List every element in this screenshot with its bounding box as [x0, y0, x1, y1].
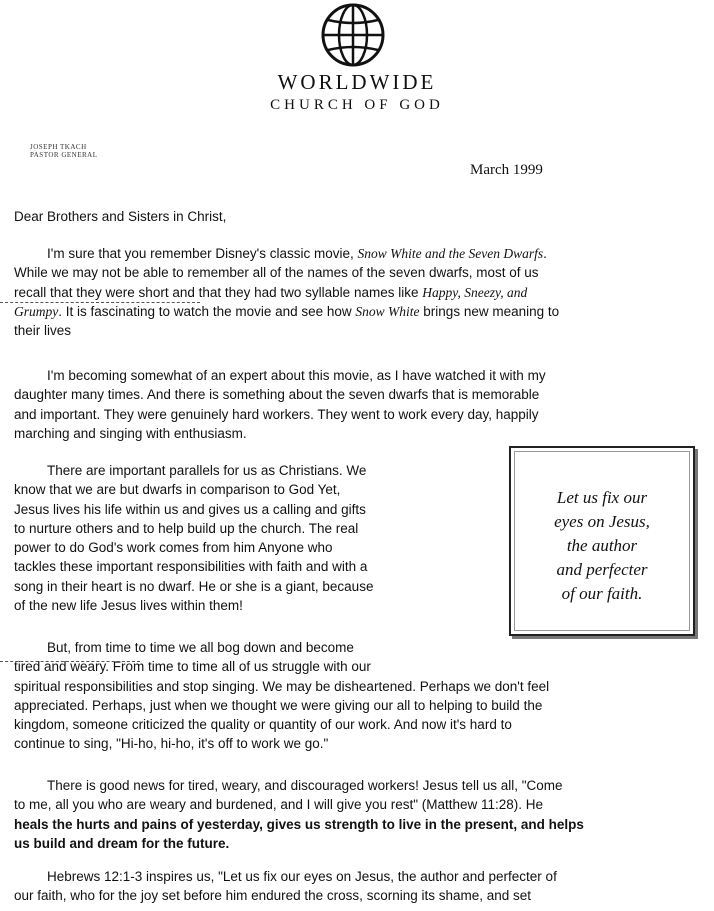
paragraph-line [14, 867, 557, 886]
text-run: . [543, 246, 547, 261]
pull-quote-line: and perfecter [556, 560, 648, 579]
paragraph-line [14, 283, 559, 302]
paragraph-line [14, 461, 373, 480]
paragraph-line [14, 834, 584, 853]
paragraph-line [14, 795, 584, 814]
paragraph-line [14, 263, 559, 282]
paragraph-line [14, 715, 549, 734]
text-run: I'm sure that you remember Disney's classic movie, [47, 246, 358, 261]
text-run: heals the hurts and pains of yesterday, gives us strength to live in the present, and helps [14, 816, 584, 832]
globe-icon [320, 2, 386, 68]
org-name-line2: CHURCH OF GOD [270, 97, 444, 113]
paragraph-2 [14, 366, 546, 443]
paragraph-line [14, 519, 373, 538]
text-run: continue to sing, "Hi-ho, hi-ho, it's off to work we go." [14, 736, 329, 752]
paragraph-line [14, 424, 546, 443]
text-run: Snow White and the Seven Dwarfs [357, 246, 544, 261]
text-run: There is good news for tired, weary, and discouraged workers! Jesus tell us all, "Come [47, 778, 563, 793]
pull-quote-box [509, 446, 695, 636]
text-run: appreciated. Perhaps, just when we thought we were giving our all to helping to build the [14, 697, 543, 713]
paragraph-line [14, 405, 546, 424]
text-run: I'm becoming somewhat of an expert about this movie, as I have watched it with my [47, 368, 546, 383]
text-run: But, from time to time we all bog down and become [47, 640, 354, 655]
text-run: kingdom, someone criticized the quality or quantity of our work. And now it's hard to [14, 717, 512, 733]
sender-block [30, 143, 97, 159]
paragraph-line [14, 302, 559, 321]
paragraph-line [14, 815, 584, 834]
pull-quote-text [511, 486, 693, 606]
paragraph-1 [14, 244, 559, 340]
text-run: Snow White [355, 303, 420, 319]
text-run: brings new meaning to [419, 303, 560, 319]
text-run: their lives [14, 323, 72, 339]
paragraph-line [14, 385, 546, 404]
paragraph-line [14, 886, 557, 905]
text-run: to me, all you who are weary and burdened, and I will give you rest" (Matthew 11:28). He [14, 797, 544, 813]
paragraph-line [14, 577, 373, 596]
text-run: spiritual responsibilities and stop singing. We may be disheartened. Perhaps we don't feel [14, 678, 550, 694]
paragraph-3 [14, 461, 373, 615]
paragraph-line [14, 638, 549, 657]
org-name-line1: WORLDWIDE [277, 70, 437, 94]
pull-quote-line: of our faith. [561, 584, 643, 603]
text-run: . It is fascinating to watch the movie and see how [58, 303, 356, 319]
paragraph-line [14, 321, 559, 340]
text-run: us build and dream for the future. [14, 835, 230, 851]
text-run: of the new life Jesus lives within them! [14, 598, 243, 614]
paragraph-line [14, 366, 546, 385]
text-run: Jesus lives his life within us and gives us a calling and gifts [14, 501, 366, 517]
pull-quote-line: eyes on Jesus, [554, 512, 650, 531]
text-run: tackles these important responsibilities with faith and with a [14, 559, 368, 575]
paragraph-line [14, 734, 549, 753]
paragraph-line [14, 500, 373, 519]
scan-dash-line [0, 661, 140, 662]
pull-quote-line: Let us fix our [556, 488, 648, 507]
text-run: song in their heart is no dwarf. He or she is a giant, because [14, 578, 374, 594]
text-run: to nurture others and to help build up the church. The real [14, 520, 359, 536]
sender-name: JOSEPH TKACH [30, 143, 87, 151]
text-run: While we may not be able to remember all of the names of the seven dwarfs, most of us [14, 265, 539, 281]
salutation: Dear Brothers and Sisters in Christ, [14, 209, 227, 224]
text-run: Hebrews 12:1-3 inspires us, "Let us fix our eyes on Jesus, the author and perfecter of [47, 869, 557, 884]
paragraph-5 [14, 776, 584, 853]
paragraph-line [14, 677, 549, 696]
paragraph-4 [14, 638, 549, 754]
text-run: marching and singing with enthusiasm. [14, 425, 247, 441]
paragraph-line [14, 244, 559, 263]
pull-quote-line: the author [566, 536, 638, 555]
text-run: know that we are but dwarfs in comparison to God Yet, [14, 482, 341, 498]
paragraph-line [14, 480, 373, 499]
sender-title: PASTOR GENERAL [30, 151, 98, 159]
paragraph-line [14, 696, 549, 715]
paragraph-line [14, 538, 373, 557]
text-run: Happy, Sneezy, and [422, 284, 528, 300]
letter-date: March 1999 [470, 162, 543, 178]
text-run: recall that they were short and that they had two syllable names like [14, 284, 423, 300]
paragraph-line [14, 776, 584, 795]
paragraph-line [14, 596, 373, 615]
scan-dash-line [0, 302, 200, 303]
text-run: tired and weary. From time to time all of us struggle with our [14, 659, 371, 675]
text-run: and important. They were genuinely hard workers. They went to work every day, happily [14, 406, 539, 422]
paragraph-line [14, 557, 373, 576]
text-run: There are important parallels for us as Christians. We [47, 463, 367, 478]
text-run: our faith, who for the joy set before him endured the cross, scorning its shame, and set [14, 888, 532, 904]
text-run: daughter many times. And there is something about the seven dwarfs that is memorable [14, 387, 540, 403]
paragraph-6 [14, 867, 557, 906]
text-run: Grumpy [14, 303, 59, 319]
text-run: power to do God's work comes from him Anyone who [14, 540, 333, 556]
